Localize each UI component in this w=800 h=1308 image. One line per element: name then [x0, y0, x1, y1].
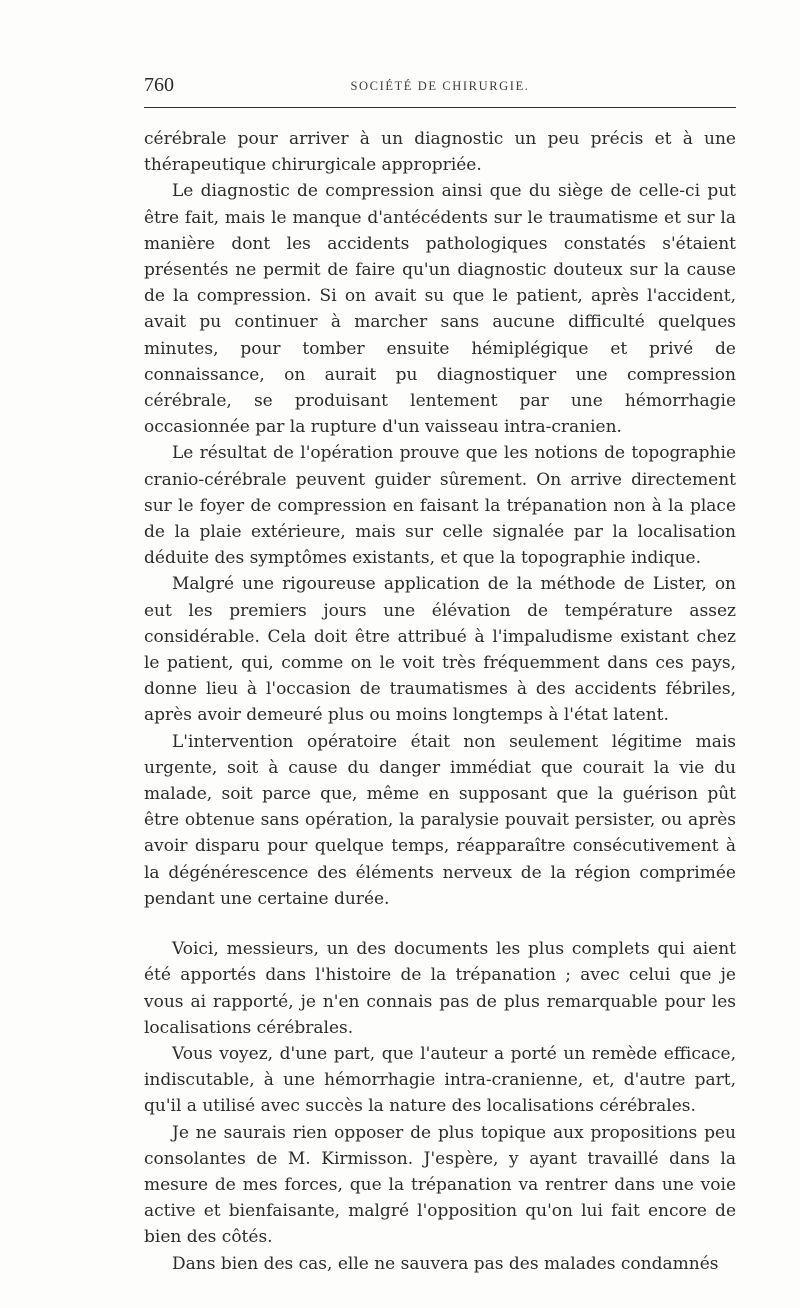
- paragraph-vous-voyez: Vous voyez, d'une part, que l'auteur a porté un remède efficace, indiscutable, à une hémorrhagie intra-cranienne, et, d'autre part, qu'il a utilisé avec succès la nature des localisations cérébrales.: [144, 1043, 736, 1117]
- header-rule: [144, 107, 736, 108]
- paragraph-voici: Voici, messieurs, un des documents les plus complets qui aient été apportés dans l'histoire de la trépanation ; avec celui que je vous ai rapporté, je n'en connais pas de plus remarquable pour les localisations cérébrales.: [144, 939, 736, 1038]
- paragraph-intervention: L'intervention opératoire était non seulement légitime mais urgente, soit à cause du danger immédiat que courait la vie du malade, soit parce que, même en supposant que la guérison pût être obtenue sans opération, la paralysie pouvait persister, ou après avoir disparu pour quelque temps, réapparaître consécutivement à la dégénérescence des éléments nerveux de la région comprimée pendant une certaine durée.: [144, 731, 736, 909]
- body-text: [144, 126, 736, 1277]
- running-head: [144, 74, 736, 98]
- paragraph-diagnostic: Le diagnostic de compression ainsi que du siège de celle-ci put être fait, mais le manque d'antécédents sur le traumatisme et sur la manière dont les accidents pathologiques constatés s'étaient présentés ne permit de faire qu'un diagnostic douteux sur la cause de la compression. Si on avait su que le patient, après l'accident, avait pu continuer à marcher sans aucune difficulté quelques minutes, pour tomber ensuite hémiplégique et privé de connaissance, on aurait pu diagnostiquer une compression cérébrale, se produisant lentement par une hémorrhagie occasionnée par la rupture d'un vaisseau intra-cranien.: [144, 181, 736, 438]
- paragraph-dans-bien-des-cas: Dans bien des cas, elle ne sauvera pas des malades condamnés: [172, 1253, 719, 1274]
- paragraph-kirmisson: Je ne saurais rien opposer de plus topique aux propositions peu consolantes de M. Kirmisson. J'espère, y ayant travaillé dans la mesure de mes forces, que la trépanation va rentrer dans une voie active et bienfaisante, malgré l'opposition qu'on lui fait encore de bien des côtés.: [144, 1122, 736, 1248]
- paragraph-continuation: cérébrale pour arriver à un diagnostic un peu précis et à une thérapeutique chirurgicale appropriée.: [144, 129, 736, 176]
- paragraph-lister-method: Malgré une rigoureuse application de la méthode de Lister, on eut les premiers jours une élévation de température assez considérable. Cela doit être attribué à l'impaludisme existant chez le patient, qui, comme on le voit très fréquemment dans ces pays, donne lieu à l'occasion de traumatismes à des accidents fébriles, après avoir demeuré plus ou moins longtemps à l'état latent.: [144, 574, 736, 726]
- page-number: 760: [144, 74, 174, 96]
- paragraph-operation-result: Le résultat de l'opération prouve que les notions de topographie cranio-cérébrale peuvent guider sûrement. On arrive directement sur le foyer de compression en faisant la trépanation non à la place de la plaie extérieure, mais sur celle signalée par la localisation déduite des symptômes existants, et que la topographie indique.: [144, 443, 736, 569]
- running-title: SOCIÉTÉ DE CHIRURGIE.: [350, 79, 530, 93]
